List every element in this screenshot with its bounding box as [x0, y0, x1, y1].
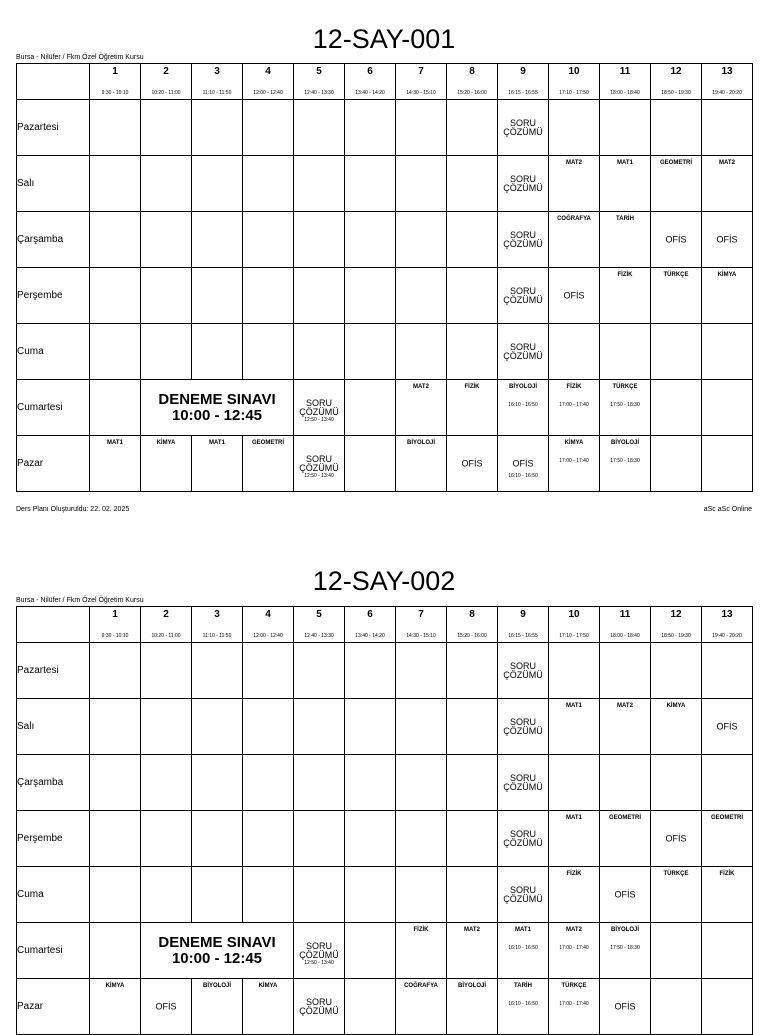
empty-cell: [396, 100, 447, 156]
lesson-cell: GEOMETRİ: [600, 811, 651, 867]
day-label: Salı: [17, 156, 90, 212]
period-header: 7 14:30 - 15:10: [396, 607, 447, 643]
empty-cell: [600, 324, 651, 380]
empty-cell: [90, 380, 141, 436]
day-row: [17, 100, 753, 156]
period-header: 2 10:20 - 11:00: [141, 64, 192, 100]
lesson-cell: KİMYA: [90, 979, 141, 1035]
period-header: 4 12:00 - 12:40: [243, 64, 294, 100]
ofis-cell: OFİS: [702, 212, 753, 268]
empty-cell: [447, 268, 498, 324]
lesson-cell: COĞRAFYA: [396, 979, 447, 1035]
ofis-cell: OFİS: [447, 436, 498, 492]
day-label: Pazartesi: [17, 643, 90, 699]
lesson-cell: MAT1: [90, 436, 141, 492]
empty-cell: [396, 268, 447, 324]
day-label: Cuma: [17, 324, 90, 380]
day-row: [17, 156, 753, 212]
empty-cell: [549, 755, 600, 811]
organization-name: Bursa - Nilüfer / Fkm Özel Öğretim Kursu: [16, 597, 144, 604]
period-header: 6 13:40 - 14:20: [345, 607, 396, 643]
empty-cell: [294, 156, 345, 212]
lesson-cell: TÜRKÇE: [651, 867, 702, 923]
day-label: Perşembe: [17, 268, 90, 324]
lesson-cell: BİYOLOJİ 17:50 - 18:30: [600, 436, 651, 492]
empty-cell: [294, 100, 345, 156]
lesson-cell: BİYOLOJİ 16:10 - 16:50: [498, 380, 549, 436]
empty-cell: [345, 811, 396, 867]
empty-cell: [243, 699, 294, 755]
organization-name: Bursa - Nilüfer / Fkm Özel Öğretim Kursu: [16, 54, 144, 61]
empty-cell: [294, 324, 345, 380]
empty-cell: [702, 979, 753, 1035]
ofis-cell: OFİS: [600, 979, 651, 1035]
exam-block: DENEME SINAVI 10:00 - 12:45: [141, 923, 294, 979]
empty-cell: [447, 755, 498, 811]
empty-cell: [192, 699, 243, 755]
lesson-cell: KİMYA 17:00 - 17:40: [549, 436, 600, 492]
period-header: 9 16:15 - 16:55: [498, 607, 549, 643]
lesson-cell: KİMYA: [702, 268, 753, 324]
day-row: [17, 699, 753, 755]
empty-cell: [447, 100, 498, 156]
empty-cell: [600, 643, 651, 699]
empty-cell: [345, 923, 396, 979]
soru-cozumu-cell: SORU ÇÖZÜMÜ: [498, 212, 549, 268]
period-header: 12 18:50 - 19:30: [651, 64, 702, 100]
empty-cell: [294, 212, 345, 268]
lesson-cell: KİMYA: [141, 436, 192, 492]
lesson-cell: KİMYA: [651, 699, 702, 755]
lesson-cell: FİZİK: [600, 268, 651, 324]
soru-cozumu-cell: SORU ÇÖZÜMÜ: [498, 643, 549, 699]
day-row: [17, 643, 753, 699]
empty-cell: [447, 324, 498, 380]
empty-cell: [192, 156, 243, 212]
lesson-cell: MAT2: [702, 156, 753, 212]
empty-cell: [396, 212, 447, 268]
corner-cell: [17, 64, 90, 100]
corner-cell: [17, 607, 90, 643]
period-header: 9 16:15 - 16:55: [498, 64, 549, 100]
empty-cell: [141, 867, 192, 923]
schedule-title: 12-SAY-002: [312, 566, 456, 596]
empty-cell: [141, 268, 192, 324]
empty-cell: [243, 755, 294, 811]
empty-cell: [294, 699, 345, 755]
empty-cell: [549, 324, 600, 380]
lesson-cell: MAT1: [192, 436, 243, 492]
empty-cell: [294, 643, 345, 699]
day-row: [17, 755, 753, 811]
empty-cell: [192, 212, 243, 268]
day-row: [17, 979, 753, 1035]
empty-cell: [345, 643, 396, 699]
empty-cell: [447, 867, 498, 923]
day-label: Cumartesi: [17, 380, 90, 436]
empty-cell: [651, 923, 702, 979]
empty-cell: [141, 212, 192, 268]
empty-cell: [90, 100, 141, 156]
empty-cell: [90, 268, 141, 324]
day-label: Cumartesi: [17, 923, 90, 979]
lesson-cell: TÜRKÇE 17:50 - 18:30: [600, 380, 651, 436]
empty-cell: [600, 755, 651, 811]
empty-cell: [192, 268, 243, 324]
soru-cozumu-cell: SORU ÇÖZÜMÜ: [498, 699, 549, 755]
empty-cell: [90, 156, 141, 212]
day-row: [17, 923, 753, 979]
lesson-cell: FİZİK: [447, 380, 498, 436]
empty-cell: [345, 699, 396, 755]
empty-cell: [141, 100, 192, 156]
empty-cell: [243, 268, 294, 324]
empty-cell: [243, 643, 294, 699]
period-header: 10 17:10 - 17:50: [549, 64, 600, 100]
empty-cell: [702, 643, 753, 699]
period-header: 13 19:40 - 20:20: [702, 64, 753, 100]
schedule-title: 12-SAY-001: [312, 24, 456, 54]
empty-cell: [651, 436, 702, 492]
empty-cell: [345, 380, 396, 436]
empty-cell: [141, 755, 192, 811]
period-header: 1 9:30 - 10:10: [90, 64, 141, 100]
lesson-cell: TÜRKÇE 17:00 - 17:40: [549, 979, 600, 1035]
lesson-cell: TARİH: [600, 212, 651, 268]
empty-cell: [141, 324, 192, 380]
ofis-cell: OFİS: [651, 212, 702, 268]
empty-cell: [447, 212, 498, 268]
day-row: [17, 212, 753, 268]
period-header: 11 18:00 - 18:40: [600, 607, 651, 643]
empty-cell: [702, 923, 753, 979]
period-header: 3 11:10 - 11:50: [192, 607, 243, 643]
lesson-cell: GEOMETRİ: [651, 156, 702, 212]
empty-cell: [549, 100, 600, 156]
empty-cell: [141, 699, 192, 755]
empty-cell: [294, 811, 345, 867]
ofis-cell: OFİS: [549, 268, 600, 324]
empty-cell: [243, 212, 294, 268]
lesson-cell: TARİH 16:10 - 16:50: [498, 979, 549, 1035]
lesson-cell: TÜRKÇE: [651, 268, 702, 324]
empty-cell: [396, 755, 447, 811]
empty-cell: [192, 867, 243, 923]
lesson-cell: GEOMETRİ: [702, 811, 753, 867]
day-label: Pazar: [17, 979, 90, 1035]
ofis-cell: OFİS 16:10 - 16:50: [498, 436, 549, 492]
empty-cell: [141, 811, 192, 867]
empty-cell: [651, 979, 702, 1035]
period-header: 5 12:40 - 13:30: [294, 64, 345, 100]
empty-cell: [294, 268, 345, 324]
empty-cell: [90, 755, 141, 811]
lesson-cell: BİYOLOJİ: [396, 436, 447, 492]
ofis-cell: OFİS: [651, 811, 702, 867]
period-header: 4 12:00 - 12:40: [243, 607, 294, 643]
period-header: 10 17:10 - 17:50: [549, 607, 600, 643]
day-label: Perşembe: [17, 811, 90, 867]
empty-cell: [90, 643, 141, 699]
period-header: 8 15:20 - 16:00: [447, 607, 498, 643]
empty-cell: [702, 100, 753, 156]
empty-cell: [600, 100, 651, 156]
period-header: 11 18:00 - 18:40: [600, 64, 651, 100]
empty-cell: [447, 699, 498, 755]
day-label: Çarşamba: [17, 212, 90, 268]
day-row: [17, 811, 753, 867]
empty-cell: [90, 212, 141, 268]
lesson-cell: MAT1: [600, 156, 651, 212]
lesson-cell: MAT2: [396, 380, 447, 436]
lesson-cell: FİZİK: [702, 867, 753, 923]
footer-brand: aSc aSc Online: [703, 506, 752, 513]
lesson-cell: MAT2 17:00 - 17:40: [549, 923, 600, 979]
empty-cell: [396, 324, 447, 380]
lesson-cell: MAT2: [600, 699, 651, 755]
period-header: 13 19:40 - 20:20: [702, 607, 753, 643]
period-header-row: [17, 64, 753, 100]
empty-cell: [90, 811, 141, 867]
timetable: [16, 63, 753, 492]
lesson-cell: MAT1: [549, 699, 600, 755]
empty-cell: [396, 867, 447, 923]
empty-cell: [192, 643, 243, 699]
empty-cell: [90, 867, 141, 923]
empty-cell: [243, 811, 294, 867]
day-row: [17, 867, 753, 923]
day-row: [17, 380, 753, 436]
empty-cell: [651, 324, 702, 380]
empty-cell: [447, 643, 498, 699]
empty-cell: [345, 979, 396, 1035]
lesson-cell: MAT1: [549, 811, 600, 867]
period-header: 6 13:40 - 14:20: [345, 64, 396, 100]
lesson-cell: MAT2: [549, 156, 600, 212]
empty-cell: [294, 867, 345, 923]
period-header: 8 15:20 - 16:00: [447, 64, 498, 100]
day-label: Salı: [17, 699, 90, 755]
empty-cell: [345, 156, 396, 212]
empty-cell: [294, 755, 345, 811]
lesson-cell: BİYOLOJİ 17:50 - 18:30: [600, 923, 651, 979]
empty-cell: [141, 156, 192, 212]
soru-cozumu-cell: SORU ÇÖZÜMÜ: [498, 867, 549, 923]
period-header: 1 9:30 - 10:10: [90, 607, 141, 643]
exam-block: DENEME SINAVI 10:00 - 12:45: [141, 380, 294, 436]
lesson-cell: KİMYA: [243, 979, 294, 1035]
period-header: 7 14:30 - 15:10: [396, 64, 447, 100]
empty-cell: [345, 268, 396, 324]
empty-cell: [396, 156, 447, 212]
empty-cell: [345, 212, 396, 268]
empty-cell: [90, 923, 141, 979]
empty-cell: [345, 755, 396, 811]
soru-cozumu-cell: SORU ÇÖZÜMÜ: [498, 755, 549, 811]
empty-cell: [192, 811, 243, 867]
empty-cell: [702, 755, 753, 811]
empty-cell: [651, 100, 702, 156]
day-row: [17, 436, 753, 492]
lesson-cell: FİZİK: [396, 923, 447, 979]
empty-cell: [396, 643, 447, 699]
empty-cell: [447, 811, 498, 867]
empty-cell: [90, 699, 141, 755]
ofis-cell: OFİS: [141, 979, 192, 1035]
soru-cozumu-cell: SORU ÇÖZÜMÜ 12:50 - 13:40: [294, 436, 345, 492]
day-label: Pazartesi: [17, 100, 90, 156]
empty-cell: [651, 380, 702, 436]
empty-cell: [243, 156, 294, 212]
soru-cozumu-cell: SORU ÇÖZÜMÜ: [498, 156, 549, 212]
empty-cell: [447, 156, 498, 212]
empty-cell: [243, 100, 294, 156]
empty-cell: [192, 100, 243, 156]
timetable: [16, 606, 753, 1035]
empty-cell: [90, 324, 141, 380]
lesson-cell: COĞRAFYA: [549, 212, 600, 268]
empty-cell: [243, 867, 294, 923]
lesson-cell: FİZİK: [549, 867, 600, 923]
empty-cell: [651, 755, 702, 811]
empty-cell: [345, 867, 396, 923]
lesson-cell: BİYOLOJİ: [447, 979, 498, 1035]
empty-cell: [141, 643, 192, 699]
day-row: [17, 268, 753, 324]
lesson-cell: FİZİK 17:00 - 17:40: [549, 380, 600, 436]
empty-cell: [243, 324, 294, 380]
soru-cozumu-cell: SORU ÇÖZÜMÜ 12:50 - 13:40: [294, 380, 345, 436]
lesson-cell: MAT1 16:10 - 16:50: [498, 923, 549, 979]
empty-cell: [345, 324, 396, 380]
soru-cozumu-cell: SORU ÇÖZÜMÜ: [498, 100, 549, 156]
day-label: Pazar: [17, 436, 90, 492]
period-header: 2 10:20 - 11:00: [141, 607, 192, 643]
soru-cozumu-cell: SORU ÇÖZÜMÜ: [498, 268, 549, 324]
lesson-cell: BİYOLOJİ: [192, 979, 243, 1035]
empty-cell: [702, 380, 753, 436]
empty-cell: [396, 699, 447, 755]
empty-cell: [192, 324, 243, 380]
ofis-cell: OFİS: [600, 867, 651, 923]
period-header: 5 12:40 - 13:30: [294, 607, 345, 643]
empty-cell: [192, 755, 243, 811]
ofis-cell: OFİS: [702, 699, 753, 755]
period-header-row: [17, 607, 753, 643]
lesson-cell: GEOMETRİ: [243, 436, 294, 492]
lesson-cell: MAT2: [447, 923, 498, 979]
period-header: 3 11:10 - 11:50: [192, 64, 243, 100]
period-header: 12 18:50 - 19:30: [651, 607, 702, 643]
soru-cozumu-cell: SORU ÇÖZÜMÜ: [294, 979, 345, 1035]
empty-cell: [651, 643, 702, 699]
empty-cell: [702, 324, 753, 380]
empty-cell: [345, 100, 396, 156]
empty-cell: [396, 811, 447, 867]
footer-created-date: Ders Planı Oluşturuldu: 22. 02. 2025: [16, 506, 130, 513]
soru-cozumu-cell: SORU ÇÖZÜMÜ 12:50 - 13:40: [294, 923, 345, 979]
empty-cell: [702, 436, 753, 492]
empty-cell: [549, 643, 600, 699]
day-label: Çarşamba: [17, 755, 90, 811]
soru-cozumu-cell: SORU ÇÖZÜMÜ: [498, 324, 549, 380]
empty-cell: [345, 436, 396, 492]
soru-cozumu-cell: SORU ÇÖZÜMÜ: [498, 811, 549, 867]
day-row: [17, 324, 753, 380]
day-label: Cuma: [17, 867, 90, 923]
